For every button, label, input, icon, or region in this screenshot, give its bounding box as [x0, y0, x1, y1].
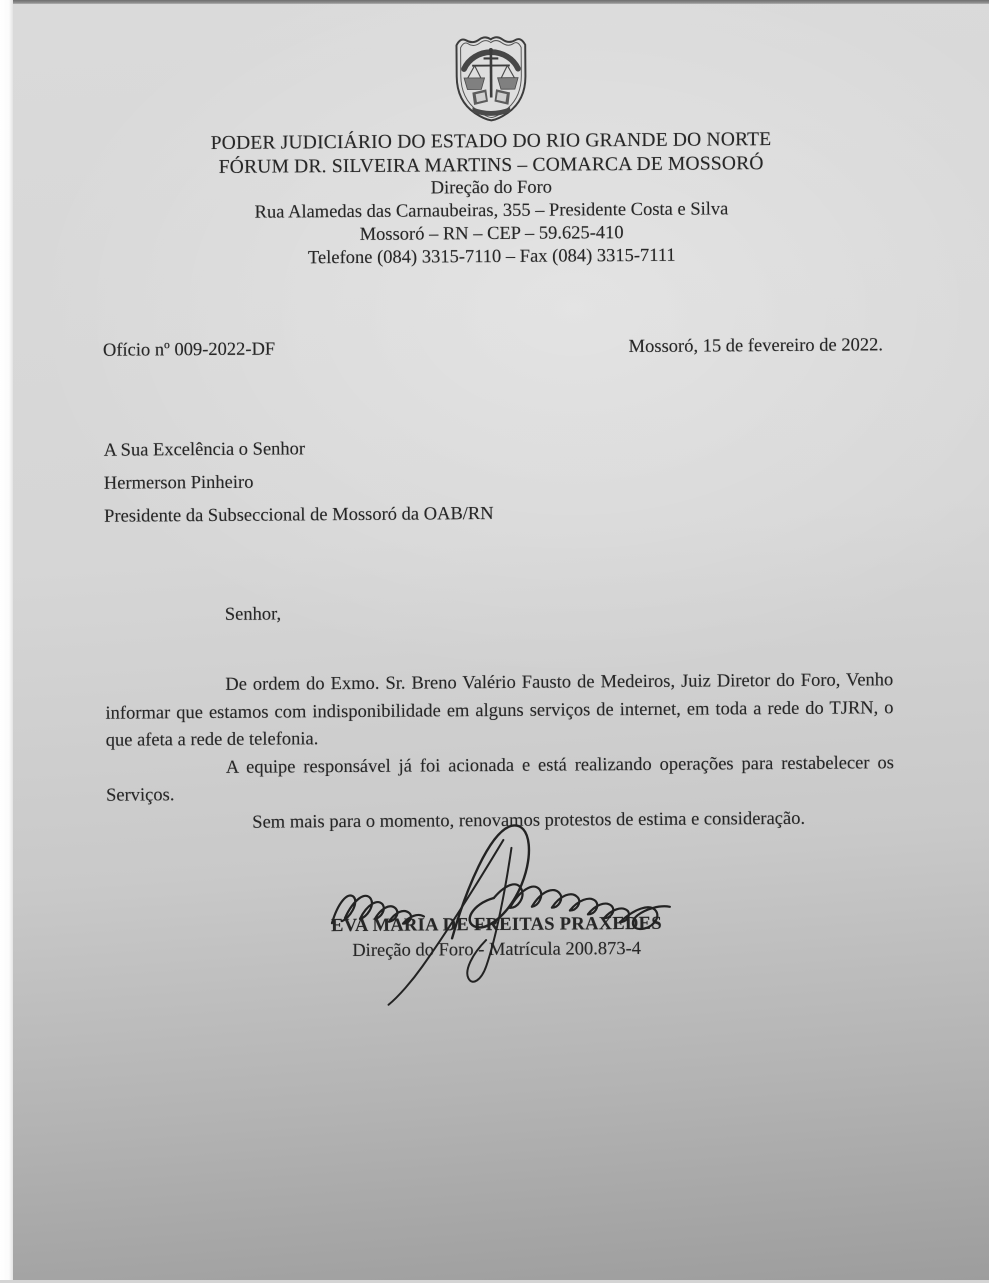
date-line: Mossoró, 15 de fevereiro de 2022.	[629, 335, 883, 358]
oficio-number: Ofício nº 009-2022-DF	[103, 340, 275, 362]
signer-role: Direção do Foro - Matrícula 200.873-4	[2, 937, 989, 965]
body-paragraph-2: A equipe responsável já foi acionada e está realizando operações para restabelecer os Serviços.	[106, 750, 894, 810]
reference-row	[103, 335, 883, 361]
city-cep-line: Mossoró – RN – CEP – 59.625-410	[0, 220, 986, 250]
closing-line: Sem mais para o momento, renovamos protestos de estima e consideração.	[106, 805, 894, 838]
org-name-line1: PODER JUDICIÁRIO DO ESTADO DO RIO GRANDE DO NORTE	[0, 127, 986, 157]
phone-fax-line: Telefone (084) 3315-7110 – Fax (084) 3315-7111	[0, 243, 986, 273]
body-paragraph-1: De ordem do Exmo. Sr. Breno Valério Fausto de Medeiros, Juiz Diretor do Foro, Venho informar que estamos com indisponibilidade em alguns serviços de internet, em toda a rede do TJRN, o que afeta a rede de telefonia.	[105, 667, 894, 755]
letter-body	[105, 667, 894, 837]
addressee-name: Hermerson Pinheiro	[104, 463, 804, 501]
scanner-edge-left	[0, 0, 13, 1280]
coat-of-arms-icon	[448, 32, 535, 123]
addressee-block	[104, 430, 805, 534]
handwritten-signature	[289, 816, 714, 1009]
letterhead	[0, 127, 986, 273]
signer-name: EVA MARIA DE FREITAS PRAXEDES	[2, 912, 989, 940]
org-name-line2: FÓRUM DR. SILVEIRA MARTINS – COMARCA DE MOSSORÓ	[0, 150, 986, 180]
address-line: Rua Alamedas das Carnaubeiras, 355 – Presidente Costa e Silva	[0, 197, 986, 227]
salutation: Senhor,	[225, 604, 281, 625]
addressee-honorific: A Sua Excelência o Senhor	[104, 430, 804, 468]
department-line: Direção do Foro	[0, 174, 986, 204]
addressee-title: Presidente da Subseccional de Mossoró da OAB/RN	[104, 496, 804, 534]
scanner-edge-top	[13, 0, 989, 4]
